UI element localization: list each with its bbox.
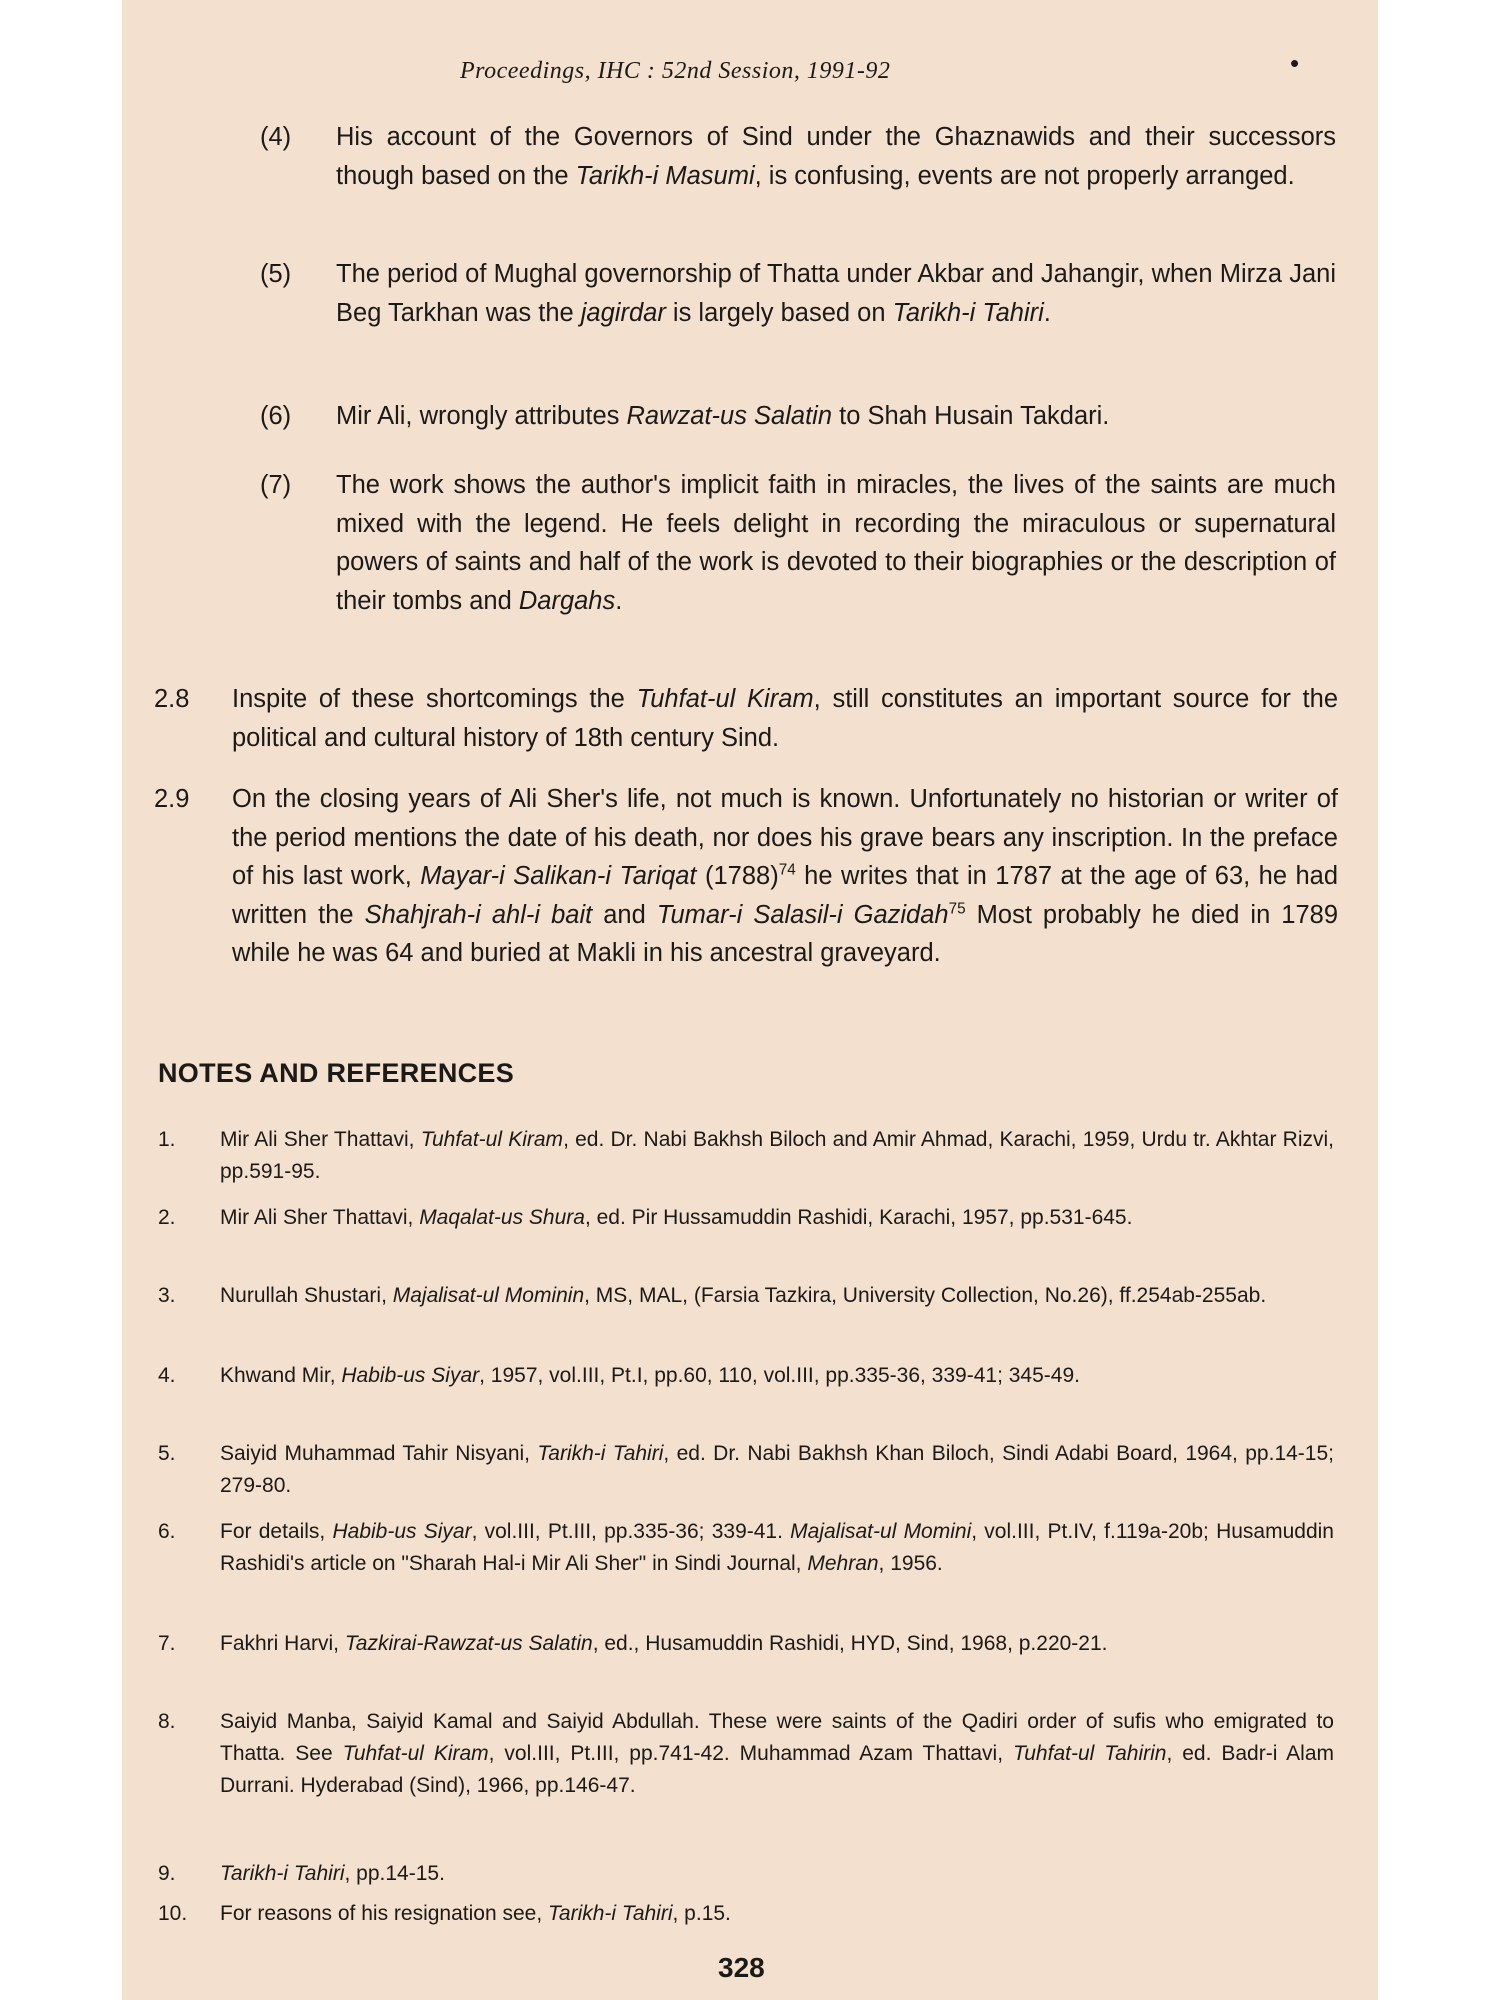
note-number: 7. — [158, 1632, 176, 1655]
paragraph-number: 2.9 — [154, 785, 190, 813]
note-number: 6. — [158, 1520, 176, 1543]
note-number: 3. — [158, 1284, 176, 1307]
note-number: 10. — [158, 1902, 188, 1925]
note-text: For reasons of his resignation see, Tarikh-i Tahiri, p.15. — [220, 1902, 731, 1925]
paragraph-number: 2.8 — [154, 685, 190, 713]
note-text: Tarikh-i Tahiri, pp.14-15. — [220, 1862, 445, 1885]
note-text: Fakhri Harvi, Tazkirai-Rawzat-us Salatin, ed., Husamuddin Rashidi, HYD, Sind, 1968, p.220-21. — [220, 1632, 1108, 1655]
note-text: Mir Ali Sher Thattavi, Maqalat-us Shura, ed. Pir Hussamuddin Rashidi, Karachi, 1957, pp.531-645. — [220, 1206, 1133, 1229]
note-number: 2. — [158, 1206, 176, 1229]
note-text: Saiyid Manba, Saiyid Kamal and Saiyid Abdullah. These were saints of the Qadiri order of sufis who emigrated to Thatta. See Tuhfat-ul Kiram, vol.III, Pt.III, pp.741-42. Muhammad Azam Thattavi, Tuhfat-ul Tahirin, ed. Badr-i Alam Durrani. Hyderabad (Sind), 1966, pp.146-47. — [220, 1710, 1334, 1797]
item-number: (6) — [260, 402, 292, 430]
note-number: 9. — [158, 1862, 176, 1885]
note-text: Khwand Mir, Habib-us Siyar, 1957, vol.III, Pt.I, pp.60, 110, vol.III, pp.335-36, 339-41; 345-49. — [220, 1364, 1080, 1387]
item-text: His account of the Governors of Sind under the Ghaznawids and their successors though based on the Tarikh-i Masumi, is confusing, events are not properly arranged. — [336, 123, 1336, 190]
page-number: 328 — [718, 1952, 765, 1983]
item-number: (5) — [260, 260, 292, 288]
note-text: Mir Ali Sher Thattavi, Tuhfat-ul Kiram, ed. Dr. Nabi Bakhsh Biloch and Amir Ahmad, Karachi, 1959, Urdu tr. Akhtar Rizvi, pp.591-95. — [220, 1128, 1335, 1183]
item-text: The period of Mughal governorship of Thatta under Akbar and Jahangir, when Mirza Jani Beg Tarkhan was the jagirdar is largely based on Tarikh-i Tahiri. — [336, 260, 1336, 327]
note-text: Nurullah Shustari, Majalisat-ul Mominin, MS, MAL, (Farsia Tazkira, University Collection, No.26), ff.254ab-255ab. — [220, 1284, 1267, 1307]
running-head: Proceedings, IHC : 52nd Session, 1991-92 — [460, 58, 891, 84]
stray-mark: • — [1290, 48, 1300, 78]
note-number: 1. — [158, 1128, 176, 1151]
item-text: Mir Ali, wrongly attributes Rawzat-us Salatin to Shah Husain Takdari. — [336, 402, 1110, 430]
note-text: Saiyid Muhammad Tahir Nisyani, Tarikh-i Tahiri, ed. Dr. Nabi Bakhsh Khan Biloch, Sindi Adabi Board, 1964, pp.14-15; 279-80. — [220, 1442, 1334, 1497]
note-text: For details, Habib-us Siyar, vol.III, Pt.III, pp.335-36; 339-41. Majalisat-ul Momini, vol.III, Pt.IV, f.119a-20b; Husamuddin Rashidi's article on "Sharah Hal-i Mir Ali Sher" in Sindi Journal, Mehran, 1956. — [220, 1520, 1334, 1575]
paragraph-text: Inspite of these shortcomings the Tuhfat-ul Kiram, still constitutes an important source for the political and cultural history of 18th century Sind. — [232, 685, 1339, 752]
notes-heading: NOTES AND REFERENCES — [158, 1058, 515, 1088]
item-number: (4) — [260, 123, 292, 151]
note-number: 4. — [158, 1364, 176, 1387]
item-number: (7) — [260, 471, 292, 499]
paragraph-text: On the closing years of Ali Sher's life, not much is known. Unfortunately no historian or writer of the period mentions the date of his death, nor does his grave bears any inscription. In the preface of his last work, Mayar-i Salikan-i Tariqat $(1788)^{74}$ he writes that in 1787 at the age of 63, he had written the Shahjrah-i ahl-i bait and Tumar-i Salasil-i Gazidah$^{75}$ Most probably he died in 1789 while he was 64 and buried at Makli in his ancestral graveyard. — [232, 785, 1339, 967]
note-number: 8. — [158, 1710, 176, 1733]
note-number: 5. — [158, 1442, 176, 1465]
document-page — [122, 0, 1378, 2000]
item-text: The work shows the author's implicit faith in miracles, the lives of the saints are much mixed with the legend. He feels delight in recording the miraculous or supernatural powers of saints and half of the work is devoted to their biographies or the description of their tombs and Dargahs. — [336, 471, 1336, 615]
